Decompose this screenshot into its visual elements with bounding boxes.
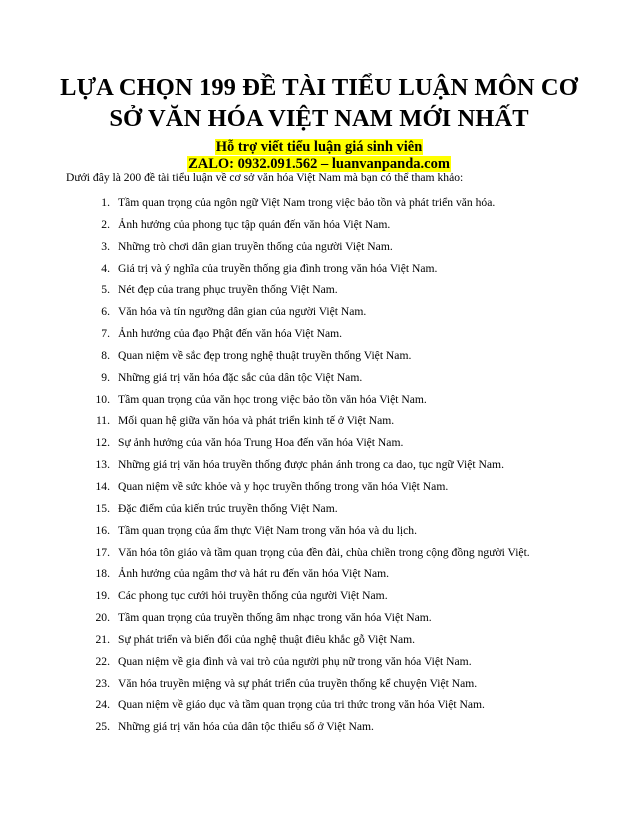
list-item-number: 5. — [101, 283, 110, 297]
list-item — [0, 283, 638, 305]
list-item-number: 16. — [95, 523, 110, 537]
list-item-number: 21. — [95, 632, 110, 646]
topic-list — [0, 196, 638, 742]
list-item — [0, 436, 638, 458]
list-item-text: Những giá trị văn hóa đặc sắc của dân tộc Việt Nam. — [118, 370, 363, 384]
list-item-text: Tầm quan trọng của ngôn ngữ Việt Nam trong việc bảo tồn và phát triển văn hóa. — [118, 196, 496, 209]
list-item-number: 2. — [101, 217, 110, 231]
list-item — [0, 677, 638, 699]
list-item-number: 8. — [101, 348, 110, 362]
list-item — [0, 262, 638, 284]
list-item-text: Những giá trị văn hóa truyền thống được phản ánh trong ca dao, tục ngữ Việt Nam. — [118, 458, 504, 472]
list-item — [0, 327, 638, 349]
list-item-text: Ảnh hưởng của đạo Phật đến văn hóa Việt Nam. — [118, 327, 343, 341]
list-item-text: Sự ảnh hưởng của văn hóa Trung Hoa đến văn hóa Việt Nam. — [118, 436, 404, 450]
list-item-number: 10. — [95, 392, 110, 406]
list-item-number: 15. — [95, 501, 110, 515]
list-item-text: Văn hóa và tín ngưỡng dân gian của người Việt Nam. — [118, 305, 367, 319]
promo-line-1 — [0, 139, 638, 155]
list-item-text: Tầm quan trọng của văn học trong việc bảo tồn văn hóa Việt Nam. — [118, 392, 427, 406]
list-item — [0, 458, 638, 480]
list-item — [0, 240, 638, 262]
list-item — [0, 393, 638, 415]
list-item-text: Quan niệm về giáo dục và tầm quan trọng của tri thức trong văn hóa Việt Nam. — [118, 698, 485, 712]
list-item-number: 24. — [95, 698, 110, 712]
list-item-number: 11. — [95, 414, 110, 428]
list-item-text: Những trò chơi dân gian truyền thống của người Việt Nam. — [118, 239, 393, 253]
list-item-number: 6. — [101, 305, 110, 319]
list-item-number: 18. — [95, 567, 110, 581]
list-item-number: 13. — [95, 458, 110, 472]
title-line-2: SỞ VĂN HÓA VIỆT NAM MỚI NHẤT — [109, 105, 529, 132]
list-item — [0, 611, 638, 633]
list-item — [0, 480, 638, 502]
list-item-text: Quan niệm về gia đình và vai trò của người phụ nữ trong văn hóa Việt Nam. — [118, 654, 472, 668]
list-item-number: 12. — [95, 436, 110, 450]
list-item-text: Quan niệm về sắc đẹp trong nghệ thuật truyền thống Việt Nam. — [118, 348, 412, 362]
list-item-text: Mối quan hệ giữa văn hóa và phát triển kinh tế ở Việt Nam. — [118, 414, 395, 428]
list-item-text: Văn hóa truyền miệng và sự phát triển của truyền thống kể chuyện Việt Nam. — [118, 676, 478, 690]
list-item-text: Quan niệm về sức khỏe và y học truyền thống trong văn hóa Việt Nam. — [118, 479, 449, 493]
list-item-number: 9. — [101, 370, 110, 384]
list-item — [0, 633, 638, 655]
list-item — [0, 349, 638, 371]
list-item — [0, 589, 638, 611]
list-item-number: 3. — [101, 239, 110, 253]
list-item — [0, 720, 638, 742]
list-item-number: 20. — [95, 611, 110, 625]
list-item — [0, 655, 638, 677]
intro-paragraph: Dưới đây là 200 đề tài tiểu luận về cơ sở văn hóa Việt Nam mà bạn có thể tham khảo: — [66, 171, 464, 184]
list-item — [0, 371, 638, 393]
list-item-number: 25. — [95, 720, 110, 734]
list-item-text: Nét đẹp của trang phục truyền thống Việt Nam. — [118, 283, 338, 297]
list-item — [0, 196, 638, 218]
list-item — [0, 546, 638, 568]
list-item-text: Các phong tục cưới hỏi truyền thống của người Việt Nam. — [118, 589, 388, 603]
list-item-text: Giá trị và ý nghĩa của truyền thống gia đình trong văn hóa Việt Nam. — [118, 261, 438, 275]
list-item — [0, 414, 638, 436]
list-item-text: Những giá trị văn hóa của dân tộc thiểu số ở Việt Nam. — [118, 720, 374, 734]
title-line-1: LỰA CHỌN 199 ĐỀ TÀI TIỂU LUẬN MÔN CƠ — [60, 74, 578, 101]
list-item-text: Tầm quan trọng của ẩm thực Việt Nam trong văn hóa và du lịch. — [118, 523, 417, 537]
list-item-text: Tầm quan trọng của truyền thống âm nhạc trong văn hóa Việt Nam. — [118, 611, 432, 625]
list-item-number: 4. — [101, 261, 110, 275]
list-item — [0, 502, 638, 524]
list-item-number: 1. — [101, 196, 110, 209]
list-item-text: Đặc điểm của kiến trúc truyền thống Việt Nam. — [118, 501, 338, 515]
list-item-number: 23. — [95, 676, 110, 690]
list-item — [0, 698, 638, 720]
list-item — [0, 305, 638, 327]
list-item-text: Ảnh hưởng của phong tục tập quán đến văn hóa Việt Nam. — [118, 217, 391, 231]
list-item-number: 7. — [101, 327, 110, 341]
promo-text-1: Hỗ trợ viết tiểu luận giá sinh viên — [215, 139, 423, 155]
list-item-number: 22. — [95, 654, 110, 668]
list-item-text: Văn hóa tôn giáo và tầm quan trọng của đền đài, chùa chiền trong cộng đồng người Việt. — [118, 545, 530, 559]
list-item-number: 14. — [95, 479, 110, 493]
promo-line-2 — [0, 156, 638, 172]
list-item — [0, 218, 638, 240]
list-item — [0, 567, 638, 589]
list-item — [0, 524, 638, 546]
promo-text-2: ZALO: 0932.091.562 – luanvanpanda.com — [188, 156, 450, 172]
list-item-text: Sự phát triển và biến đổi của nghệ thuật điêu khắc gỗ Việt Nam. — [118, 632, 416, 646]
list-item-number: 19. — [95, 589, 110, 603]
list-item-text: Ảnh hưởng của ngâm thơ và hát ru đến văn hóa Việt Nam. — [118, 567, 390, 581]
document-title — [40, 72, 598, 134]
list-item-number: 17. — [95, 545, 110, 559]
